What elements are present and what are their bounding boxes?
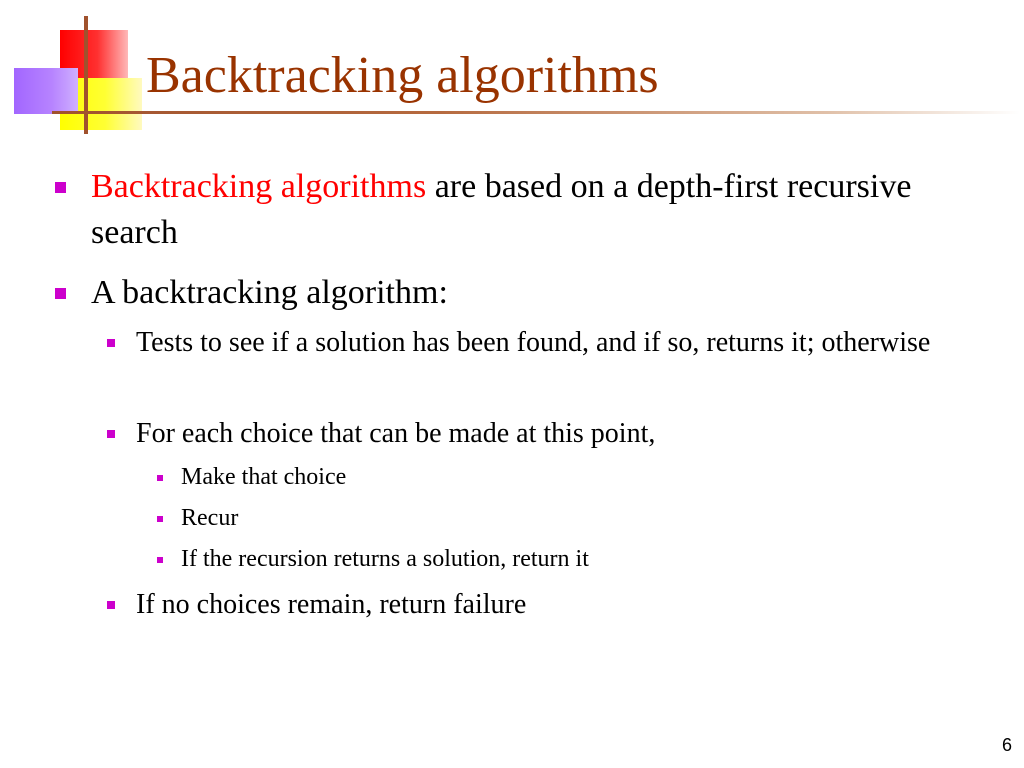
sub-sub-bullet-text: Recur — [181, 505, 239, 531]
sub-bullet-text: If no choices remain, return failure — [136, 589, 527, 620]
bullet-text — [91, 164, 951, 256]
sub-bullet-text: For each choice that can be made at this point, — [136, 418, 656, 449]
bullet-text: A backtracking algorithm: — [91, 274, 448, 311]
highlighted-term: Backtracking algorithms — [91, 168, 427, 205]
bullet-square-icon — [157, 516, 163, 522]
bullet-square-icon — [107, 430, 115, 438]
bullet-square-icon — [157, 475, 163, 481]
sub-sub-bullet-text: Make that choice — [181, 464, 347, 490]
bullet-square-icon — [157, 557, 163, 563]
sub-sub-bullet-text: If the recursion returns a solution, return it — [181, 546, 589, 572]
bullet-square-icon — [107, 339, 115, 347]
sub-bullet-text: Tests to see if a solution has been found, and if so, returns it; otherwise — [136, 327, 931, 358]
page-number: 6 — [1001, 735, 1012, 755]
bullet-square-icon — [55, 288, 66, 299]
bullet-text-rest: are based on a depth-first recursive search — [91, 168, 912, 251]
bullet-square-icon — [55, 182, 66, 193]
bullet-square-icon — [107, 601, 115, 609]
slide-title: Backtracking algorithms — [146, 47, 659, 104]
